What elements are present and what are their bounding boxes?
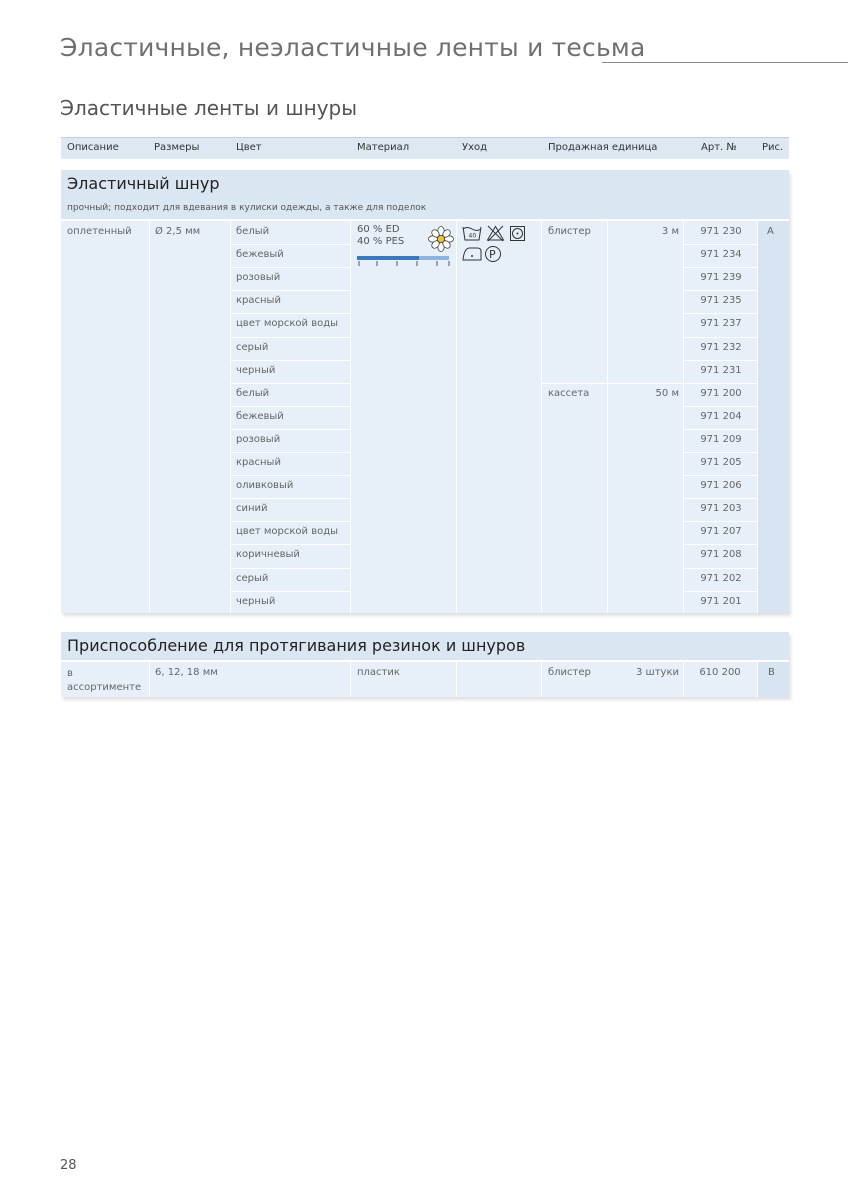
variant-color: розовый bbox=[236, 272, 281, 284]
svg-text:P: P bbox=[489, 248, 496, 261]
column-divider bbox=[350, 221, 351, 613]
tumble-dry-icon bbox=[509, 225, 526, 242]
header-fig: Рис. bbox=[762, 142, 784, 153]
sales-unit: кассета bbox=[548, 387, 590, 399]
row-divider bbox=[231, 406, 350, 407]
product-art: 610 200 bbox=[699, 667, 741, 678]
row-divider bbox=[231, 244, 350, 245]
variant-color: белый bbox=[236, 226, 270, 237]
variant-color: цвет морской воды bbox=[236, 526, 339, 538]
section-title: Эластичные ленты и шнуры bbox=[60, 96, 358, 120]
variant-color: черный bbox=[236, 595, 276, 607]
row-divider bbox=[231, 337, 350, 338]
row-divider bbox=[231, 383, 350, 384]
variant-art-number: 971 205 bbox=[700, 457, 742, 468]
column-divider bbox=[350, 662, 351, 697]
product-elastic-cord bbox=[61, 170, 789, 613]
column-divider bbox=[757, 221, 758, 613]
product-material: пластик bbox=[357, 667, 400, 678]
row-divider bbox=[684, 244, 757, 245]
column-divider bbox=[230, 221, 231, 613]
sales-quantity: 3 м bbox=[661, 226, 679, 237]
product-unit: блистер bbox=[548, 667, 591, 678]
variant-art-number: 971 201 bbox=[700, 595, 742, 607]
variant-art-number: 971 234 bbox=[700, 249, 742, 261]
variant-art-number: 971 239 bbox=[700, 272, 742, 284]
variant-art-number: 971 209 bbox=[700, 433, 742, 445]
header-sales-unit: Продажная единица bbox=[548, 142, 658, 153]
variant-art-number: 971 208 bbox=[700, 549, 742, 561]
variant-color: цвет морской воды bbox=[236, 318, 339, 330]
wash-40-icon bbox=[462, 225, 482, 242]
row-divider bbox=[231, 544, 350, 545]
variant-color: красный bbox=[236, 457, 281, 468]
row-divider bbox=[231, 591, 350, 592]
group-divider bbox=[542, 383, 684, 384]
row-divider bbox=[231, 267, 350, 268]
product-body bbox=[61, 662, 789, 697]
column-divider bbox=[456, 221, 457, 613]
product-fig: B bbox=[768, 667, 775, 678]
row-divider bbox=[231, 452, 350, 453]
product-quantity: 3 штуки bbox=[636, 667, 679, 678]
row-divider bbox=[684, 498, 757, 499]
variant-art-number: 971 235 bbox=[700, 295, 742, 307]
variant-art-number: 971 204 bbox=[700, 410, 742, 422]
variant-art-number: 971 200 bbox=[700, 387, 742, 399]
column-divider bbox=[683, 221, 684, 613]
row-divider bbox=[684, 429, 757, 430]
product-header bbox=[61, 632, 789, 660]
variant-color: серый bbox=[236, 341, 269, 353]
sales-unit: блистер bbox=[548, 226, 591, 237]
column-divider bbox=[607, 221, 608, 613]
row-divider bbox=[684, 406, 757, 407]
product-title: Приспособление для протягивания резинок и шнуров bbox=[67, 636, 526, 655]
column-divider bbox=[541, 662, 542, 697]
row-divider bbox=[231, 313, 350, 314]
row-divider bbox=[684, 360, 757, 361]
table-header bbox=[61, 137, 789, 159]
fig-column bbox=[758, 221, 789, 613]
eco-flower-icon bbox=[428, 226, 454, 252]
row-divider bbox=[684, 544, 757, 545]
row-divider bbox=[231, 568, 350, 569]
variant-color: розовый bbox=[236, 433, 281, 445]
row-divider bbox=[231, 429, 350, 430]
row-divider bbox=[231, 360, 350, 361]
material-line-2: 40 % PES bbox=[357, 236, 405, 247]
row-divider bbox=[684, 267, 757, 268]
svg-text:40: 40 bbox=[468, 232, 477, 240]
row-divider bbox=[231, 475, 350, 476]
iron-icon bbox=[462, 246, 482, 262]
row-divider bbox=[684, 452, 757, 453]
variant-color: коричневый bbox=[236, 549, 300, 561]
row-divider bbox=[684, 383, 757, 384]
sales-quantity: 50 м bbox=[655, 387, 679, 399]
stretch-scale-icon bbox=[357, 254, 455, 270]
header-description: Описание bbox=[67, 142, 119, 153]
title-rule bbox=[602, 62, 848, 63]
variant-color: белый bbox=[236, 387, 270, 399]
material-line-1: 60 % ED bbox=[357, 224, 400, 235]
product-body bbox=[61, 221, 789, 613]
variant-art-number: 971 207 bbox=[700, 526, 742, 538]
variant-art-number: 971 232 bbox=[700, 341, 742, 353]
product-size: 6, 12, 18 мм bbox=[155, 667, 218, 678]
product-header bbox=[61, 170, 789, 219]
variant-color: оливковый bbox=[236, 480, 294, 492]
column-divider bbox=[683, 662, 684, 697]
header-care: Уход bbox=[462, 142, 488, 153]
row-divider bbox=[684, 313, 757, 314]
page-number: 28 bbox=[60, 1158, 77, 1173]
dry-clean-p-icon bbox=[484, 245, 502, 263]
product-subtitle: прочный; подходит для вдевания в кулиски одежды, а также для поделок bbox=[67, 203, 427, 213]
column-divider bbox=[757, 662, 758, 697]
row-divider bbox=[684, 568, 757, 569]
variant-art-number: 971 231 bbox=[700, 364, 742, 376]
product-description: в ассортименте bbox=[67, 668, 142, 693]
variant-art-number: 971 202 bbox=[700, 572, 742, 584]
variant-art-number: 971 203 bbox=[700, 503, 742, 515]
page-title: Эластичные, неэластичные ленты и тесьма bbox=[60, 33, 646, 62]
row-divider bbox=[684, 337, 757, 338]
column-divider bbox=[541, 221, 542, 613]
column-divider bbox=[149, 221, 150, 613]
no-bleach-icon bbox=[486, 225, 505, 242]
product-size: Ø 2,5 мм bbox=[155, 226, 201, 237]
header-sizes: Размеры bbox=[154, 142, 200, 153]
row-divider bbox=[684, 591, 757, 592]
variant-color: черный bbox=[236, 364, 276, 376]
product-fig: A bbox=[767, 226, 774, 237]
row-divider bbox=[684, 290, 757, 291]
variant-art-number: 971 230 bbox=[700, 226, 742, 237]
header-material: Материал bbox=[357, 142, 410, 153]
row-divider bbox=[684, 475, 757, 476]
variant-color: красный bbox=[236, 295, 281, 307]
variant-color: бежевый bbox=[236, 410, 284, 422]
row-divider bbox=[231, 498, 350, 499]
header-color: Цвет bbox=[236, 142, 262, 153]
product-threader bbox=[61, 632, 789, 697]
row-divider bbox=[231, 521, 350, 522]
variant-color: серый bbox=[236, 572, 269, 584]
variant-art-number: 971 237 bbox=[700, 318, 742, 330]
variant-art-number: 971 206 bbox=[700, 480, 742, 492]
row-divider bbox=[231, 290, 350, 291]
column-divider bbox=[456, 662, 457, 697]
product-title: Эластичный шнур bbox=[67, 174, 220, 193]
variant-color: бежевый bbox=[236, 249, 284, 261]
column-divider bbox=[149, 662, 150, 697]
header-art-no: Арт. № bbox=[701, 142, 737, 153]
variant-color: синий bbox=[236, 503, 268, 515]
row-divider bbox=[684, 521, 757, 522]
product-description: оплетенный bbox=[67, 226, 132, 237]
